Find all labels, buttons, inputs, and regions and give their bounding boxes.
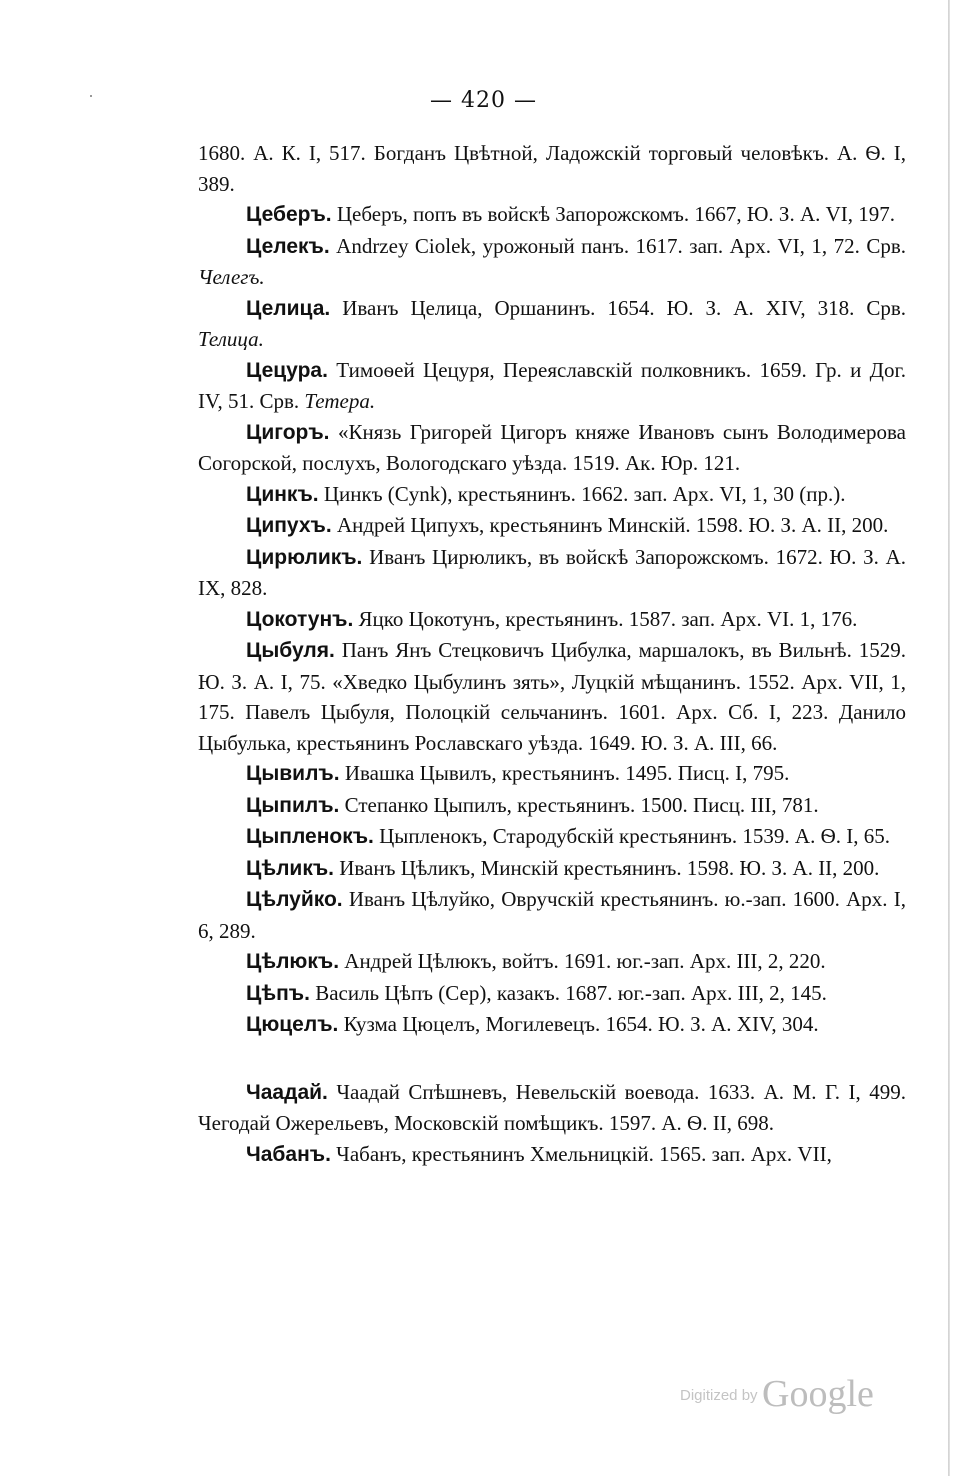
entry: Цюцелъ. Кузма Цюцелъ, Могилевецъ. 1654. Ю. З. А. XIV, 304. xyxy=(246,1012,819,1036)
entry-headword: Чаадай. xyxy=(246,1080,328,1104)
entry: Чабанъ. Чабанъ, крестьянинъ Хмельницкій. 1565. зап. Арх. VII, xyxy=(246,1141,832,1166)
entry: Цѣпъ. Василь Цѣпъ (Сер), казакъ. 1687. юг.-зап. Арх. III, 2, 145. xyxy=(246,980,827,1005)
cross-reference: Телица. xyxy=(198,327,264,351)
entry-headword: Цигоръ. xyxy=(246,420,330,444)
entry-headword: Чабанъ. xyxy=(246,1142,331,1166)
entry-headword: Цеберъ. xyxy=(246,203,332,226)
entry-headword: Цокотунъ. xyxy=(246,607,354,631)
entry: Цинкъ. Цинкъ (Cynk), крестьянинъ. 1662. зап. Арх. VI, 1, 30 (пр.). xyxy=(246,481,846,506)
entry-headword: Цѣликъ. xyxy=(246,856,334,880)
entry-headword: Цыбуля. xyxy=(246,639,335,662)
entry-headword: Целекъ. xyxy=(246,234,330,258)
entry: Чаадай. Чаадай Спѣшневъ, Невельскій воевода. 1633. А. М. Г. I, 499. Чегодай Ожерельевъ, Московскій помѣщикъ. 1597. А. Ѳ. II, 698. xyxy=(198,1079,906,1135)
dictionary-text xyxy=(198,138,906,1170)
entry: Целица. Иванъ Целица, Оршанинъ. 1654. Ю. З. А. XIV, 318. Срв. Телица. xyxy=(198,295,906,351)
entry-headword: Цюцелъ. xyxy=(246,1013,339,1036)
entry-headword: Ципухъ. xyxy=(246,514,332,537)
entry: Ципухъ. Андрей Ципухъ, крестьянинъ Минскій. 1598. Ю. З. А. II, 200. xyxy=(246,513,889,537)
entry: Цигоръ. «Князь Григорей Цигоръ княже Ивановъ сынъ Володимерова Согорской, послухъ, Вологодскаго уѣзда. 1519. Ак. Юр. 121. xyxy=(198,419,906,475)
entry: Цѣлюкъ. Андрей Цѣлюкъ, войтъ. 1691. юг.-зап. Арх. III, 2, 220. xyxy=(246,949,826,973)
entry-headword: Целица. xyxy=(246,296,331,320)
entry: Цывилъ. Ивашка Цывилъ, крестьянинъ. 1495. Писц. I, 795. xyxy=(246,761,790,785)
entry: Цыбуля. Панъ Янъ Стецковичъ Цибулка, маршалокъ, въ Вильнѣ. 1529. Ю. З. А. I, 75. «Хведко Цыбулинъ зять», Луцкій мѣщанинъ. 1552. Арх. VII, 1, 175. Павелъ Цыбуля, Полоцкій сельчанинъ. 1601. Арх. Сб. I, 223. Данило Цыбулька, крестьянинъ Рославскаго уѣзда. 1649. Ю. З. А. III, 66. xyxy=(198,638,906,755)
entry-headword: Цѣлуйко. xyxy=(246,888,343,911)
entry-headword: Цыпилъ. xyxy=(246,793,340,817)
entry-headword: Цывилъ. xyxy=(246,762,340,785)
entry-headword: Цѣлюкъ. xyxy=(246,950,340,973)
entry-headword: Цецура. xyxy=(246,358,328,382)
entry: Цѣлуйко. Иванъ Цѣлуйко, Овручскій крестьянинъ. ю.-зап. 1600. Арх. I, 6, 289. xyxy=(198,887,906,943)
watermark-prefix: Digitized by xyxy=(680,1387,758,1404)
entry: Цецура. Тимоѳей Цецуря, Переяславскій полковникъ. 1659. Гр. и Дог. IV, 51. Срв. Тетера. xyxy=(198,357,906,413)
entry: Цыпленокъ. Цыпленокъ, Стародубскій крестьянинъ. 1539. А. Ѳ. I, 65. xyxy=(246,824,890,848)
entry: Цокотунъ. Яцко Цокотунъ, крестьянинъ. 1587. зап. Арх. VI. 1, 176. xyxy=(246,606,858,631)
entry-headword: Цыпленокъ. xyxy=(246,825,374,848)
entry: Цеберъ. Цеберъ, попъ въ войскѣ Запорожскомъ. 1667, Ю. З. А. VI, 197. xyxy=(246,202,896,226)
entry-headword: Цирюликъ. xyxy=(246,545,363,569)
entry-headword: Цинкъ. xyxy=(246,482,319,506)
google-logo: Google xyxy=(762,1373,874,1415)
entry: 1680. А. К. I, 517. Богданъ Цвѣтной, Ладожскій торговый человѣкъ. А. Ѳ. I, 389. xyxy=(198,141,906,196)
digitized-watermark xyxy=(680,1372,874,1416)
entry: Цирюликъ. Иванъ Цирюликъ, въ войскѣ Запорожскомъ. 1672. Ю. З. А. IX, 828. xyxy=(198,544,906,600)
entry: Цыпилъ. Степанко Цыпилъ, крестьянинъ. 1500. Писц. III, 781. xyxy=(246,792,819,817)
page-number: — 420 — xyxy=(430,88,537,113)
cross-reference: Челегъ. xyxy=(198,265,265,289)
entry-headword: Цѣпъ. xyxy=(246,981,310,1005)
cross-reference: Тетера. xyxy=(304,389,376,413)
page-edge-line xyxy=(948,0,950,1476)
entry: Целекъ. Andrzey Ciolek, урожоный панъ. 1617. зап. Арх. VI, 1, 72. Срв. Челегъ. xyxy=(198,233,906,289)
entry: Цѣликъ. Иванъ Цѣликъ, Минскій крестьянинъ. 1598. Ю. З. А. II, 200. xyxy=(246,855,880,880)
